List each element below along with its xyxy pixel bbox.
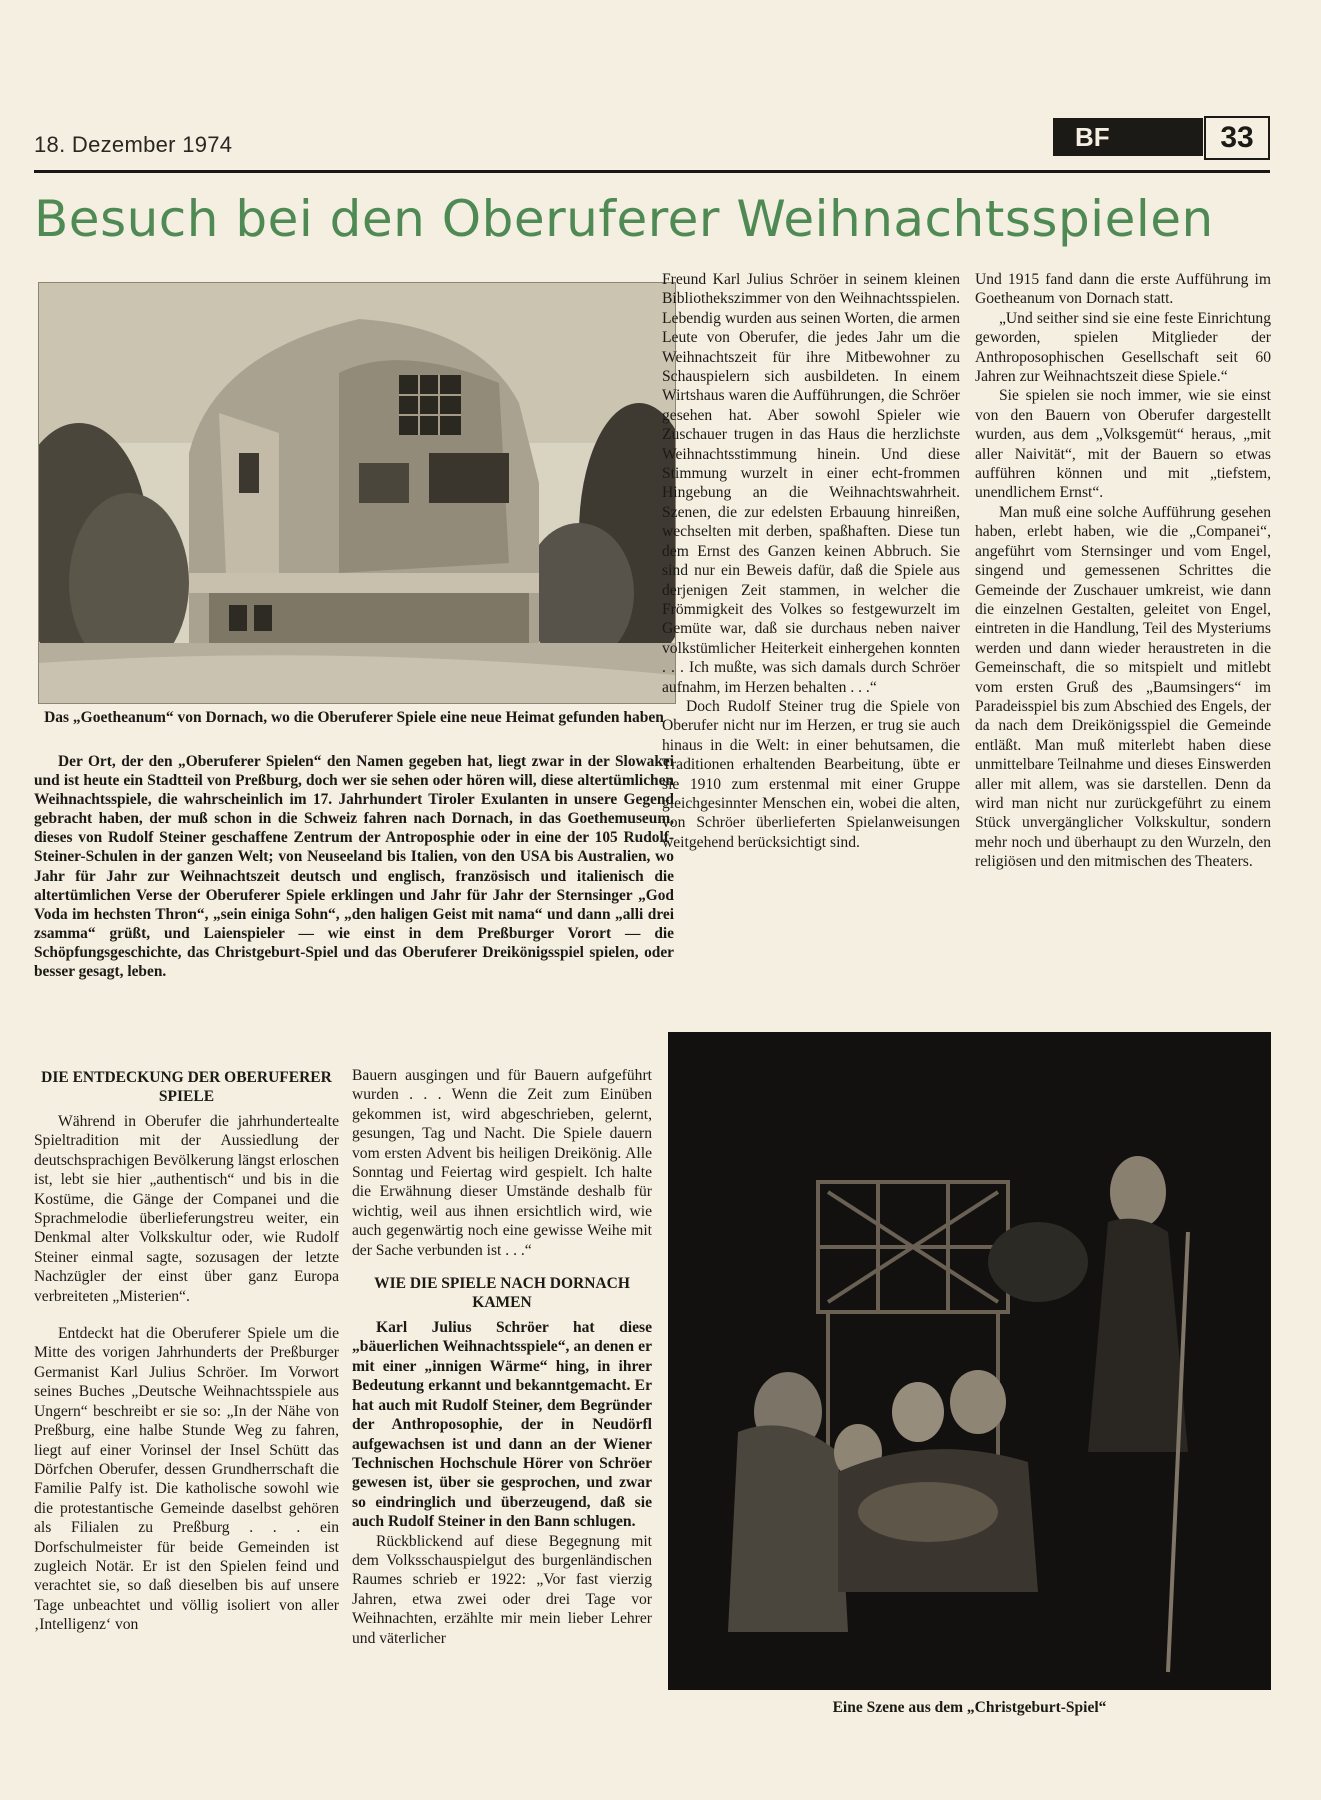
subhead-entdeckung: DIE ENTDECKUNG DER OBERUFERER SPIELE [41,1069,332,1105]
column-3 [662,270,960,852]
column-1-paragraph: Während in Oberufer die jahrhundertealte Spieltradition mit der Aussiedlung der deutschsprachigen Bevölkerung längst erloschen ist, lebt sie hier „authentisch“ und bis in die Kostüme, die Gänge der Companei und die Sprachmelodie überlieferungstreu weiter, ein Denkmal alter Volkskultur oder, wie Rudolf Steiner einmal sagte, sozusagen der letzte Nachzügler der einst über ganz Europa verbreiteten „Misterien“. [34,1113,339,1305]
column-3-paragraph: Freund Karl Julius Schröer in seinem kleinen Bibliothekszimmer von den Weihnachtsspielen. Lebendig wurden aus seinen Worten, die armen Leute von Oberufer, die jedes Jahr um die Weihnachtszeit für ihre Mitbewohner zu Schauspielern sich ausbildeten. In einem Wirtshaus waren die Aufführungen, die Schröer gesehen hat. Aber sowohl Spieler wie Zuschauer trugen in das Haus die herzlichste Weihnachtsstimmung hinein. Und diese Stimmung wurzelt in einer echt-frommen Hingebung an die Weihnachtswahrheit. Szenen, die zur edelsten Erbauung hinreißen, wechselten mit derben, spaßhaften. Diese tun dem Ernst des Ganzen keinen Abbruch. Sie sind nur ein Beweis dafür, daß die Spiele aus derjenigen Zeit stammen, in welcher die Frömmigkeit des Volkes so festgewurzelt im Gemüte war, daß sie durchaus neben naiver volkstümlicher Heiterkeit einhergehen konnten . . . Ich mußte, was sich damals durch Schröer aufnahm, im Herzen behalten . . .“ [662,271,960,696]
page-number: 33 [1204,116,1270,160]
column-3-paragraph: Doch Rudolf Steiner trug die Spiele von Oberufer nicht nur im Herzen, er trug sie auch hinaus in die Welt: in einer behutsamen, die Traditionen erhaltenden Bearbeitung, übte er sie 1910 zum erstenmal mit einer Gruppe gleichgesinnter Menschen ein, wobei die alten, von Schröer überlieferten Spielanweisungen weitgehend berücksichtigt sind. [662,697,960,851]
goetheanum-photo [38,282,676,704]
column-4-paragraph: Und 1915 fand dann die erste Aufführung im Goetheanum von Dornach statt. [975,271,1271,308]
christgeburt-caption: Eine Szene aus dem „Christgeburt-Spiel“ [832,1699,1107,1716]
column-2-paragraph: Rückblickend auf diese Begegnung mit dem Volksschauspielgut des burgenländischen Raumes schrieb er 1922: „Vor fast vierzig Jahren, etwa zwei oder drei Tage vor Weihnachten, erzählte mir mein lieber Lehrer und väterlicher [352,1532,652,1647]
column-2 [352,1066,652,1648]
subhead-dornach: WIE DIE SPIELE NACH DORNACH KAMEN [374,1275,630,1312]
headline: Besuch bei den Oberuferer Weihnachtsspielen [34,190,1214,248]
goetheanum-caption: Das „Goetheanum“ von Dornach, wo die Oberuferer Spiele eine neue Heimat gefunden haben [44,709,664,726]
christgeburt-photo [668,1032,1271,1690]
christgeburt-illustration [668,1032,1271,1690]
column-1-paragraph: Entdeckt hat die Oberuferer Spiele um die Mitte des vorigen Jahrhunderts der Preßburger Germanist Karl Julius Schröer. Im Vorwort seines Buches „Deutsche Weihnachtsspiele aus Ungern“ beschreibt er sie so: „In der Nähe von Preßburg, eine halbe Stunde Weg zu fahren, liegt auf einer Vorinsel der Insel Schütt das Dörfchen Oberufer, dessen Grundherrschaft die Familie Palfy ist. Die katholische sowohl wie die protestantische Gemeinde daselbst gehören als Filialen zu Preßburg . . . ein Dorfschulmeister für beide Gemeinden ist zugleich Notär. Er ist den Spielen feind und verachtet sie, so daß dieselben bis auf unsere Tage unbeachtet und völlig isoliert von aller ‚Intelligenz‘ von [34,1325,339,1634]
column-4 [975,270,1271,872]
goetheanum-illustration [39,283,675,703]
column-4-paragraph: „Und seither sind sie eine feste Einrichtung geworden, spielen Mitglieder der Anthroposophischen Gesellschaft seit 60 Jahren zur Weihnachtszeit diese Spiele.“ [975,309,1271,386]
lead-paragraph [34,752,674,981]
lead-text: Der Ort, der den „Oberuferer Spielen“ den Namen gegeben hat, liegt zwar in der Slowakei und ist heute ein Stadtteil von Preßburg, doch wer sie sehen oder hören will, diese altertümlichen Weihnachtsspiele, die wahrscheinlich im 17. Jahrhundert Tiroler Exulanten in unsere Gegend gebracht haben, der muß schon in die Schweiz fahren nach Dornach, in das Goethemuseum, dieses von Rudolf Steiner geschaffene Zentrum der Antroposphie oder in eine der 105 Rudolf-Steiner-Schulen in der ganzen Welt; von Neuseeland bis Italien, von den USA bis Australien, wo Jahr für Jahr zur Weihnachtszeit deutsch und englisch, französisch und italienisch die altertümlichen Verse der Oberuferer Spiele erklingen und Jahr für Jahr der Sternsinger „God Voda im hechsten Thron“, „sein einiga Sohn“, „den haligen Geist mit nama“ und dann „alli drei zsamma“ grüßt, und Laienspieler — wie einst in dem Preßburger Vorort — die Schöpfungsgeschichte, das Christgeburt-Spiel und das Oberuferer Dreikönigsspiel spielen, oder besser gesagt, leben. [34,753,674,981]
column-2-intro: Bauern ausgingen und für Bauern aufgeführt wurden . . . Wenn die Zeit zum Einüben gekommen ist, wird abgeschrieben, gelernt, gesungen, Tag und Nacht. Die Spiele dauern vom ersten Advent bis heiligen Dreikönig. Alle Sonntag und Feiertag wird gespielt. Ich halte die Erwähnung dieser Umstände deshalb für wichtig, weil aus ihnen ersichtlich wird, wie auch gegenwärtig noch eine gewisse Weihe mit der Sache verbunden ist . . .“ [352,1067,652,1259]
column-1 [34,1066,339,1635]
column-4-paragraph: Sie spielen sie noch immer, wie sie einst von den Bauern von Oberufer dargestellt wurden, aus dem „Volksgemüt“ heraus, „mit aller Naivität“, mit der Bauern so etwas aufführen können und mit „tiefstem, unendlichem Ernst“. [975,387,1271,502]
masthead-rule [34,170,1270,173]
publication-logo: BF [1053,118,1203,156]
column-2-bold-paragraph: Karl Julius Schröer hat diese „bäuerlichen Weihnachtsspiele“, an denen er mit einer „innigen Wärme“ hing, in ihrer Bedeutung erkannt und bekanntgemacht. Er hat auch mit Rudolf Steiner, dem Begründer der Anthroposophie, der in Neudörfl aufgewachsen ist und dann an der Wiener Technischen Hochschule Hörer von Schröer gewesen ist, über sie gesprochen, und zwar so eindringlich und überzeugend, daß sie auch Rudolf Steiner in den Bann schlugen. [352,1319,652,1531]
column-4-paragraph: Man muß eine solche Aufführung gesehen haben, erlebt haben, wie die „Companei“, angeführt vom Sternsinger und vom Engel, singend und gemessenen Schrittes die Gemeinde der Zuschauer umkreist, wie dann die einzelnen Gestalten, geleitet von Engel, eintreten in die Handlung, Teil des Mysteriums werden und dann wieder heraustreten in die Gemeinschaft, die so mitspielt und mitlebt vom ersten Gruß des „Baumsingers“ im Paradeisspiel bis zum Abschied des Engels, der da nach dem Dreikönigsspiel die Gemeinde entläßt. Man muß miterlebt haben diese unmittelbare Teilnahme und dieses Einswerden aller mit allem, was sie darstellen. Denn da wird man nicht nur zurückgeführt zu einem Stück unvergänglicher Volkskultur, sondern mehr noch und überhaupt zu den Wurzeln, den religiösen und den mitmischen des Theaters. [975,503,1271,871]
issue-date: 18. Dezember 1974 [34,132,233,157]
